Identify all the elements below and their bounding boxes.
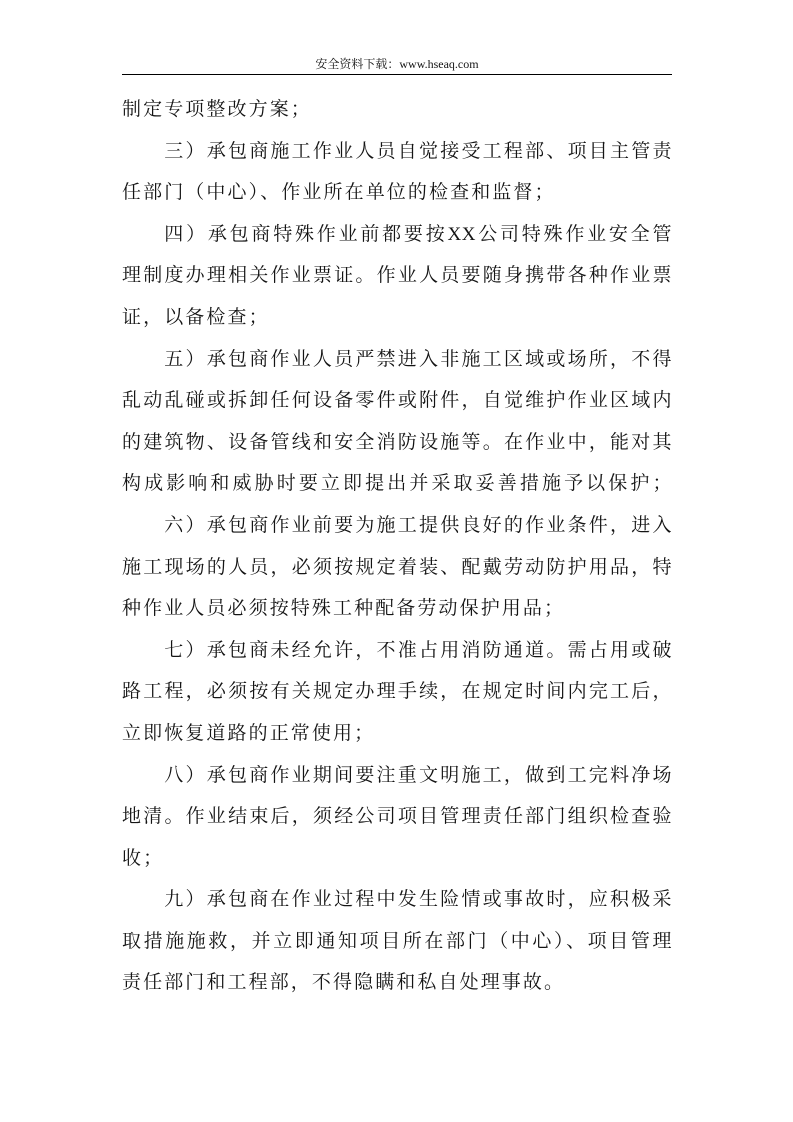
- text-line: 种作业人员必须按特殊工种配备劳动保护用品；: [122, 598, 566, 620]
- text-line: 四）承包商特殊作业前都要按XX公司特殊作业安全管: [164, 223, 672, 245]
- text-line: 立即恢复道路的正常使用；: [122, 722, 376, 744]
- text-line: 责任部门和工程部，不得隐瞒和私自处理事故。: [122, 972, 566, 994]
- text-line: 九）承包商在作业过程中发生险情或事故时，应积极采: [164, 889, 672, 911]
- text-line: 的建筑物、设备管线和安全消防设施等。在作业中，能对其: [122, 431, 672, 453]
- text-line: 乱动乱碰或拆卸任何设备零件或附件，自觉维护作业区域内: [122, 390, 672, 412]
- header-text: 安全资料下载：www.hseaq.com: [315, 57, 479, 71]
- text-line: 地清。作业结束后，须经公司项目管理责任部门组织检查验: [122, 806, 672, 828]
- text-line: 任部门（中心）、作业所在单位的检查和监督；: [122, 182, 556, 204]
- text-line: 构成影响和威胁时要立即提出并采取妥善措施予以保护；: [122, 473, 672, 495]
- text-line: 六）承包商作业前要为施工提供良好的作业条件，进入: [164, 514, 672, 536]
- clause-7: [122, 630, 672, 755]
- clause-9: [122, 879, 672, 1004]
- clause-5: [122, 339, 672, 505]
- text-line: 收；: [122, 847, 165, 869]
- text-line: 取措施施救，并立即通知项目所在部门（中心）、项目管理: [122, 930, 672, 952]
- paragraph-continued: [122, 89, 672, 131]
- text-line: 八）承包商作业期间要注重文明施工，做到工完料净场: [164, 764, 672, 786]
- text-line: 制定专项整改方案；: [122, 99, 312, 120]
- text-line: 路工程，必须按有关规定办理手续，在规定时间内完工后，: [122, 681, 672, 703]
- header-rule: [122, 74, 672, 75]
- text-line: 证，以备检查；: [122, 306, 270, 328]
- clause-3: [122, 131, 672, 214]
- clause-6: [122, 505, 672, 630]
- text-line: 理制度办理相关作业票证。作业人员要随身携带各种作业票: [122, 265, 672, 287]
- text-line: 三）承包商施工作业人员自觉接受工程部、项目主管责: [164, 140, 672, 162]
- clause-8: [122, 755, 672, 880]
- text-line: 施工现场的人员，必须按规定着装、配戴劳动防护用品，特: [122, 556, 672, 578]
- clause-4: [122, 214, 672, 339]
- document-body: [122, 89, 672, 1004]
- text-line: 七）承包商未经允许，不准占用消防通道。需占用或破: [164, 639, 672, 661]
- text-line: 五）承包商作业人员严禁进入非施工区域或场所，不得: [164, 348, 672, 370]
